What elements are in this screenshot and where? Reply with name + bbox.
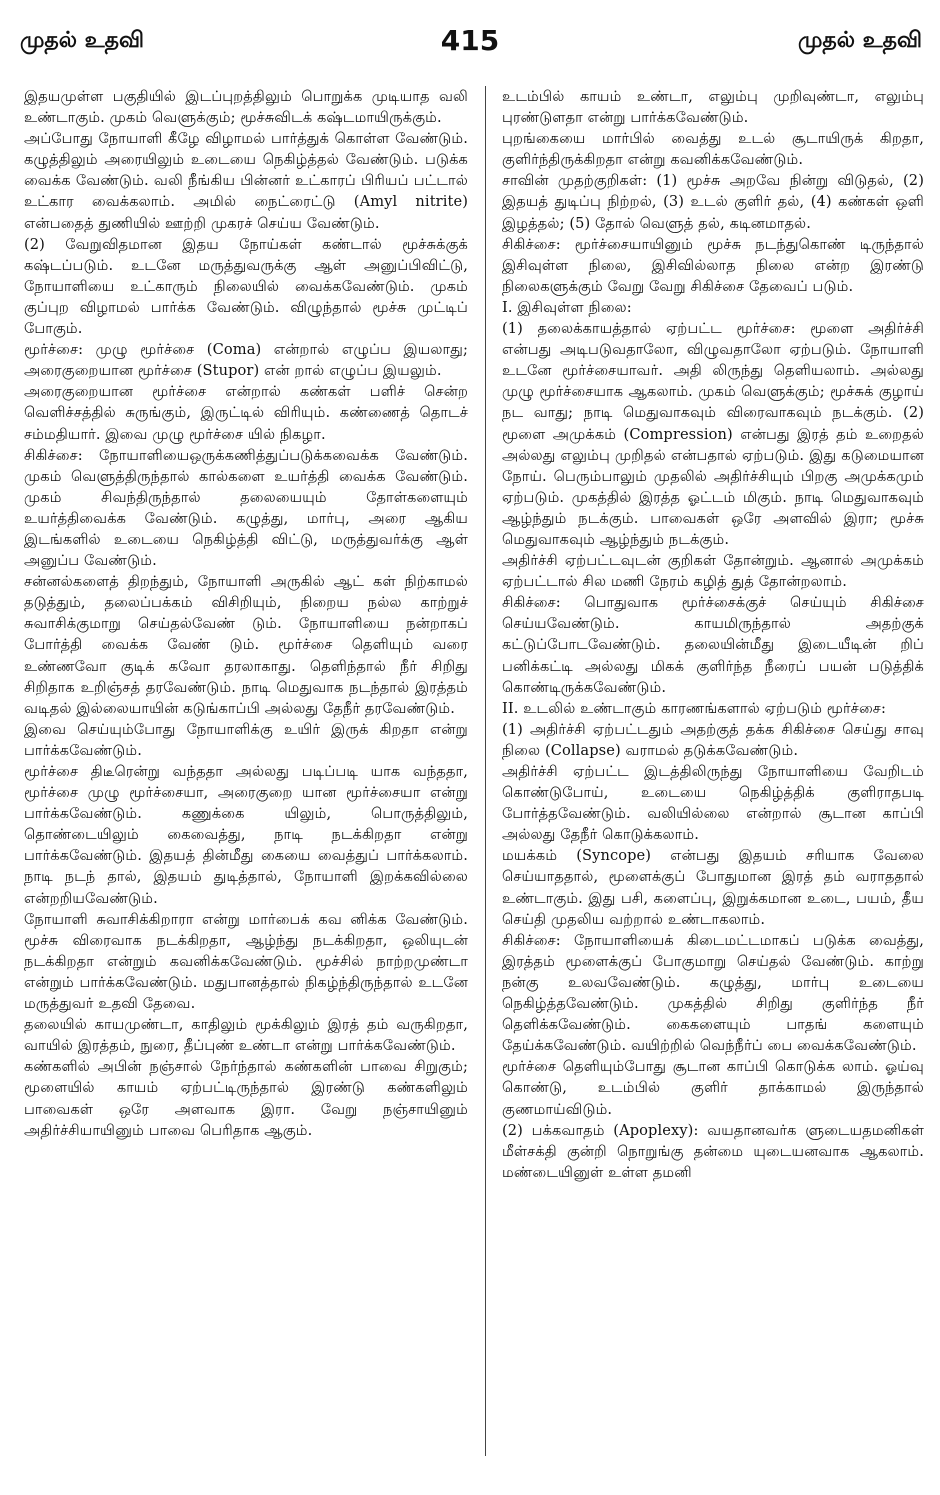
paragraph: நோயாளி சுவாசிக்கிறாரா என்று மார்பைக் கவ னிக்க வேண்டும். மூச்சு விரைவாக நடக்கிறதா, ஆழ்ந்து நடக்கிறதா, ஒலியுடன் நடக்கிறதா என்றும் கவனிக்கவேண்டும். மூச்சில் நாற்றமுண்டா என்றும் பார்க்கவேண்டும். மதுபானத்தால் நிகழ்ந்திருந்தால் உடனே மருத்துவர் உதவி தேவை. xyxy=(24,910,468,1013)
paragraph: உடம்பில் காயம் உண்டா, எலும்பு முறிவுண்டா, எலும்பு புரண்டுளதா என்று பார்க்கவேண்டும். xyxy=(502,88,924,127)
paragraph: இவை செய்யும்போது நோயாளிக்கு உயிர் இருக் கிறதா என்று பார்க்கவேண்டும். xyxy=(24,720,468,759)
paragraph: அப்போது நோயாளி கீழே விழாமல் பார்த்துக் கொள்ள வேண்டும். கழுத்திலும் அரையிலும் உடையை நெகிழ்த்தல் வேண்டும். படுக்க வைக்க வேண்டும். வலி நீங்கிய பின்னர் உட்காரப் பிரியப் பட்டால் உட்கார வைக்கலாம். அமில் நைட்ரைட்டு (Amyl nitrite) என்பதைத் துணியில் ஊற்றி முகரச் செய்ய வேண்டும். xyxy=(24,130,468,232)
paragraph: தலையில் காயமுண்டா, காதிலும் மூக்கிலும் இரத் தம் வருகிறதா, வாயில் இரத்தம், நுரை, தீப்புண் உண்டா என்று பார்க்கவேண்டும். xyxy=(24,1016,468,1055)
paragraph: இதயமுள்ள பகுதியில் இடப்புறத்திலும் பொறுக்க முடியாத வலி உண்டாகும். முகம் வெளுக்கும்; மூச்சுவிடக் கஷ்டமாயிருக்கும். xyxy=(24,88,468,127)
paragraph: மூர்ச்சை: முழு மூர்ச்சை (Coma) என்றால் எழுப்ப இயலாது; அரைகுறையான மூர்ச்சை (Stupor) என் றால் எழுப்ப இயலும். xyxy=(24,341,468,380)
paragraph: சிகிச்சை: நோயாளியைஒருக்கணித்துப்படுக்கவைக்க வேண்டும். முகம் வெளுத்திருந்தால் கால்களை உயர்த்தி வைக்க வேண்டும். முகம் சிவந்திருந்தால் தலையையும் தோள்களையும் உயர்த்திவைக்க வேண்டும். கழுத்து, மார்பு, அரை ஆகிய இடங்களில் உடையை நெகிழ்த்தி விட்டு, மருத்துவர்க்கு ஆள் அனுப்ப வேண்டும். xyxy=(24,446,468,570)
header-title-left: முதல் உதவி xyxy=(20,28,144,53)
paragraph: மயக்கம் (Syncope) என்பது இதயம் சரியாக வேலை செய்யாததால், மூளைக்குப் போதுமான இரத் தம் வராததால் உண்டாகும். இது பசி, களைப்பு, இறுக்கமான உடை, பயம், தீய செய்தி முதலிய வற்றால் உண்டாகலாம். xyxy=(502,847,924,928)
paragraph: புறங்கையை மார்பில் வைத்து உடல் சூடாயிருக் கிறதா, குளிர்ந்திருக்கிறதா என்று கவனிக்கவேண்டும். xyxy=(502,130,924,169)
left-column xyxy=(24,86,468,1455)
header-title-right: முதல் உதவி xyxy=(798,28,922,53)
paragraph: (2) பக்கவாதம் (Apoplexy): வயதானவர்க ளுடையதமனிகள் மீள்சக்தி குன்றி நொறுங்கு தன்மை யுடையனவாக ஆகலாம். மண்டையினுள் உள்ள தமனி xyxy=(502,1121,924,1181)
paragraph: மூர்ச்சை தெளியும்போது சூடான காப்பி கொடுக்க லாம். ஓய்வு கொண்டு, உடம்பில் குளிர் தாக்காமல் இருந்தால் குணமாய்விடும். xyxy=(502,1058,924,1118)
section-heading: I. இசிவுள்ள நிலை: xyxy=(502,298,632,316)
paragraph: (1) தலைக்காயத்தால் ஏற்பட்ட மூர்ச்சை: மூளை அதிர்ச்சி என்பது அடிபடுவதாலோ, விழுவதாலோ ஏற்படும். நோயாளி உடனே மூர்ச்சையாவர். அதி லிருந்து தெளியலாம். அல்லது முழு மூர்ச்சையாக ஆகலாம். முகம் வெளுக்கும்; மூச்சுக் குழாய் நட வாது; நாடி மெதுவாகவும் விரைவாகவும் நடக்கும். (2) மூளை அமுக்கம் (Compression) என்பது இரத் தம் உறைதல் அல்லது எலும்பு முறிதல் என்பதால் ஏற்படும். இது கடுமையான நோய். பெரும்பாலும் முதலில் அதிர்ச்சியும் பிறகு அமுக்கமும் ஏற்படும். முகத்தில் இரத்த ஓட்டம் மிகும். நாடி மெதுவாகவும் ஆழ்ந்தும் நடக்கும். பாவைகள் ஒரே அளவில் இரா; மூச்சு மெதுவாகவும் ஆழ்ந்தும் நடக்கும். xyxy=(502,320,924,548)
paragraph: (1) அதிர்ச்சி ஏற்பட்டதும் அதற்குத் தக்க சிகிச்சை செய்து சாவு நிலை (Collapse) வராமல் தடுக்கவேண்டும். xyxy=(502,720,924,759)
paragraph: சிகிச்சை: பொதுவாக மூர்ச்சைக்குச் செய்யும் சிகிச்சை செய்யவேண்டும். காயமிருந்தால் அதற்குக் கட்டுப்போடவேண்டும். தலையின்மீது இடையீடின் றிப் பனிக்கட்டி அல்லது மிகக் குளிர்ந்த நீரைப் பயன் படுத்திக் கொண்டிருக்கவேண்டும். xyxy=(502,594,924,696)
paragraph: சாவின் முதற்குறிகள்: (1) மூச்சு அறவே நின்று விடுதல், (2) இதயத் துடிப்பு நிற்றல், (3) உடல் குளிர் தல், (4) கண்கள் ஒளி இழத்தல்; (5) தோல் வெளுத் தல், கடினமாதல். xyxy=(502,172,924,232)
running-header xyxy=(14,26,926,66)
page-number: 415 xyxy=(440,24,500,57)
column-divider xyxy=(485,86,486,1456)
paragraph: கண்களில் அபின் நஞ்சால் நேர்ந்தால் கண்களின் பாவை சிறுகும்; மூளையில் காயம் ஏற்பட்டிருந்தால் இரண்டு கண்களிலும் பாவைகள் ஒரே அளவாக இரா. வேறு நஞ்சாயினும் அதிர்ச்சியாயினும் பாவை பெரிதாக ஆகும். xyxy=(24,1058,468,1139)
paragraph: மூர்ச்சை திடீரென்று வந்ததா அல்லது படிப்படி யாக வந்ததா, மூர்ச்சை முழு மூர்ச்சையா, அரைகுறை யான மூர்ச்சையா என்று பார்க்கவேண்டும். கணுக்கை யிலும், பொருத்திலும், தொண்டையிலும் கைவைத்து, நாடி நடக்கிறதா என்று பார்க்கவேண்டும். இதயத் தின்மீது கையை வைத்துப் பார்க்கலாம். நாடி நடந் தால், இதயம் துடித்தால், நோயாளி இறக்கவில்லை என்றறியவேண்டும். xyxy=(24,763,468,907)
paragraph: (2) வேறுவிதமான இதய நோய்கள் கண்டால் மூச்சுக்குக் கஷ்டப்படும். உடனே மருத்துவருக்கு ஆள் அனுப்பிவிட்டு, நோயாளியை உட்காரும் நிலையில் வைக்கவேண்டும். முகம் குப்புற விழாமல் பார்க்க வேண்டும். விழுந்தால் மூச்சு முட்டிப் போகும். xyxy=(24,235,468,338)
paragraph: சிகிச்சை: நோயாளியைக் கிடைமட்டமாகப் படுக்க வைத்து, இரத்தம் மூளைக்குப் போகுமாறு செய்தல் வேண்டும். காற்று நன்கு உலவவேண்டும். கழுத்து, மார்பு உடையை நெகிழ்த்தவேண்டும். முகத்தில் சிறிது குளிர்ந்த நீர் தெளிக்கவேண்டும். கைகளையும் பாதங் களையும் தேய்க்கவேண்டும். வயிற்றில் வெந்நீர்ப் பை வைக்கவேண்டும். xyxy=(502,931,924,1055)
paragraph: அதிர்ச்சி ஏற்பட்ட இடத்திலிருந்து நோயாளியை வேறிடம் கொண்டுபோய், உடையை நெகிழ்த்திக் குளிராதபடி போர்த்தவேண்டும். வலியில்லை என்றால் சூடான காப்பி அல்லது தேநீர் கொடுக்கலாம். xyxy=(502,763,924,844)
paragraph: அதிர்ச்சி ஏற்பட்டவுடன் குறிகள் தோன்றும். ஆனால் அமுக்கம் ஏற்பட்டால் சில மணி நேரம் கழித் துத் தோன்றலாம். xyxy=(502,552,924,591)
paragraph: அரைகுறையான மூர்ச்சை என்றால் கண்கள் பளிச் சென்ற வெளிச்சத்தில் சுருங்கும், இருட்டில் விரியும். கண்ணைத் தொடச் சம்மதியார். இவை முழு மூர்ச்சை யில் நிகழா. xyxy=(24,383,468,443)
paragraph: சன்னல்களைத் திறந்தும், நோயாளி அருகில் ஆட் கள் நிற்காமல் தடுத்தும், தலைப்பக்கம் விசிறியும், நிறைய நல்ல காற்றுச் சுவாசிக்குமாறு செய்தல்வேண் டும். நோயாளியை நன்றாகப் போர்த்தி வைக்க வேண் டும். மூர்ச்சை தெளியும் வரை உண்ணவோ குடிக் கவோ தரலாகாது. தெளிந்தால் நீர் சிறிது சிறிதாக உறிஞ்சத் தரவேண்டும். நாடி மெதுவாக நடந்தால் இரத்தம் வடிதல் இல்லையாயின் கடுங்காப்பி அல்லது தேநீர் தரவேண்டும். xyxy=(24,573,468,717)
right-column xyxy=(502,86,924,1455)
section-heading: II. உடலில் உண்டாகும் காரணங்களால் ஏற்படும் மூர்ச்சை: xyxy=(502,699,886,717)
paragraph: சிகிச்சை: மூர்ச்சையாயினும் மூச்சு நடந்துகொண் டிருந்தால் இசிவுள்ள நிலை, இசிவில்லாத நிலை என்ற இரண்டு நிலைகளுக்கும் வேறு வேறு சிகிச்சை தேவைப் படும். xyxy=(502,235,924,295)
